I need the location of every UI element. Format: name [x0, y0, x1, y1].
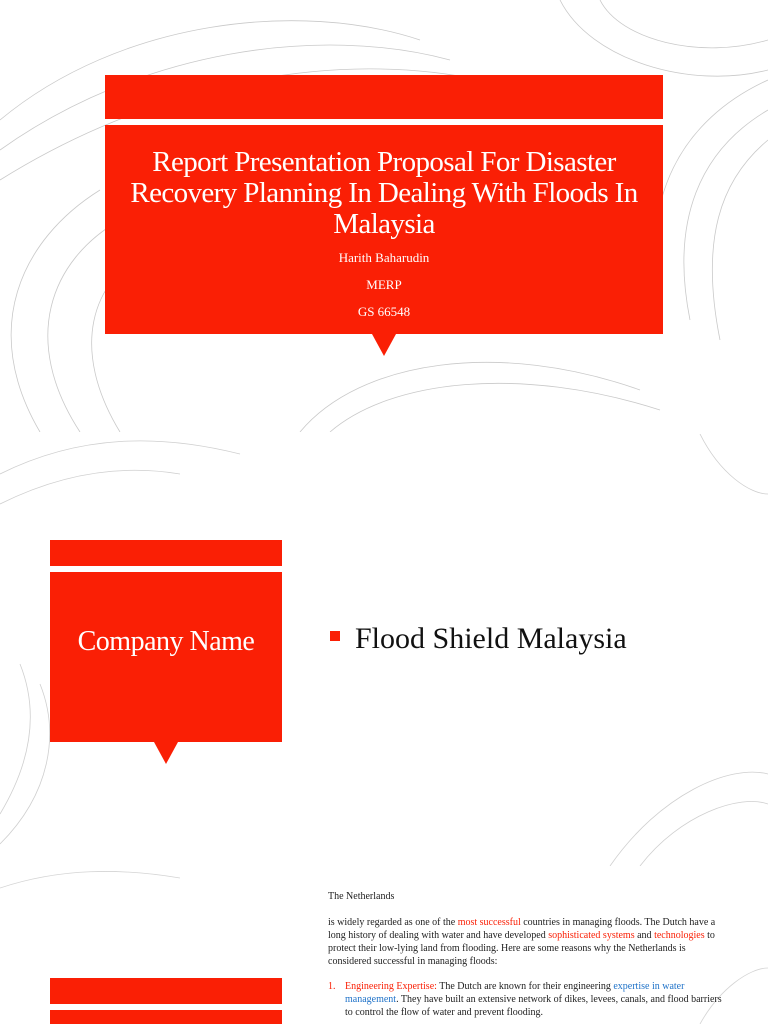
student-code: GS 66548 [357, 304, 411, 319]
slide-body-text [328, 890, 728, 1019]
section-title-box [50, 1010, 282, 1024]
text-run: to protect their low-lying land from flooding. Here are some reasons why the Netherlands is considered successful in managing floods: [328, 930, 715, 967]
text-run: . They have built an extensive network of dikes, levees, canals, and flood barriers to control the flow of water and prevent flooding. [345, 994, 722, 1018]
author-name: Harith Baharudin [338, 250, 430, 265]
company-name-bullet: Flood Shield Malaysia [355, 622, 627, 655]
title-box [105, 125, 663, 334]
intro-paragraph [328, 916, 728, 968]
netherlands-slide [0, 868, 768, 1024]
highlight-text: most successful [457, 917, 521, 928]
program-name: MERP [366, 277, 402, 292]
title-accent-bar [105, 75, 663, 119]
country-heading: The Netherlands [328, 891, 395, 902]
text-run: countries in managing floods. The Dutch have a long history of dealing with water and have developed [328, 917, 716, 941]
list-item [328, 980, 728, 1019]
square-bullet-icon [330, 631, 340, 641]
highlight-text: sophisticated systems [548, 930, 635, 941]
section-accent-bar [50, 978, 282, 1004]
company-slide [0, 434, 768, 866]
text-run: is widely regarded as one of the [328, 917, 458, 928]
section-box-pointer [154, 742, 178, 764]
highlight-text: technologies [654, 930, 705, 941]
section-title: Company Name [77, 626, 255, 657]
text-run: and [634, 930, 655, 941]
title-box-pointer [372, 334, 396, 356]
list-number: 1. [328, 981, 336, 992]
title-slide [0, 0, 768, 432]
section-title-box [50, 572, 282, 742]
presentation-title: Report Presentation Proposal For Disaster Recovery Planning In Dealing With Floods In Malaysia [130, 146, 638, 240]
highlight-text: expertise in water management [345, 981, 685, 1005]
list-item-label: Engineering Expertise: [345, 981, 437, 992]
section-accent-bar [50, 540, 282, 566]
text-run: The Dutch are known for their engineering [436, 981, 614, 992]
